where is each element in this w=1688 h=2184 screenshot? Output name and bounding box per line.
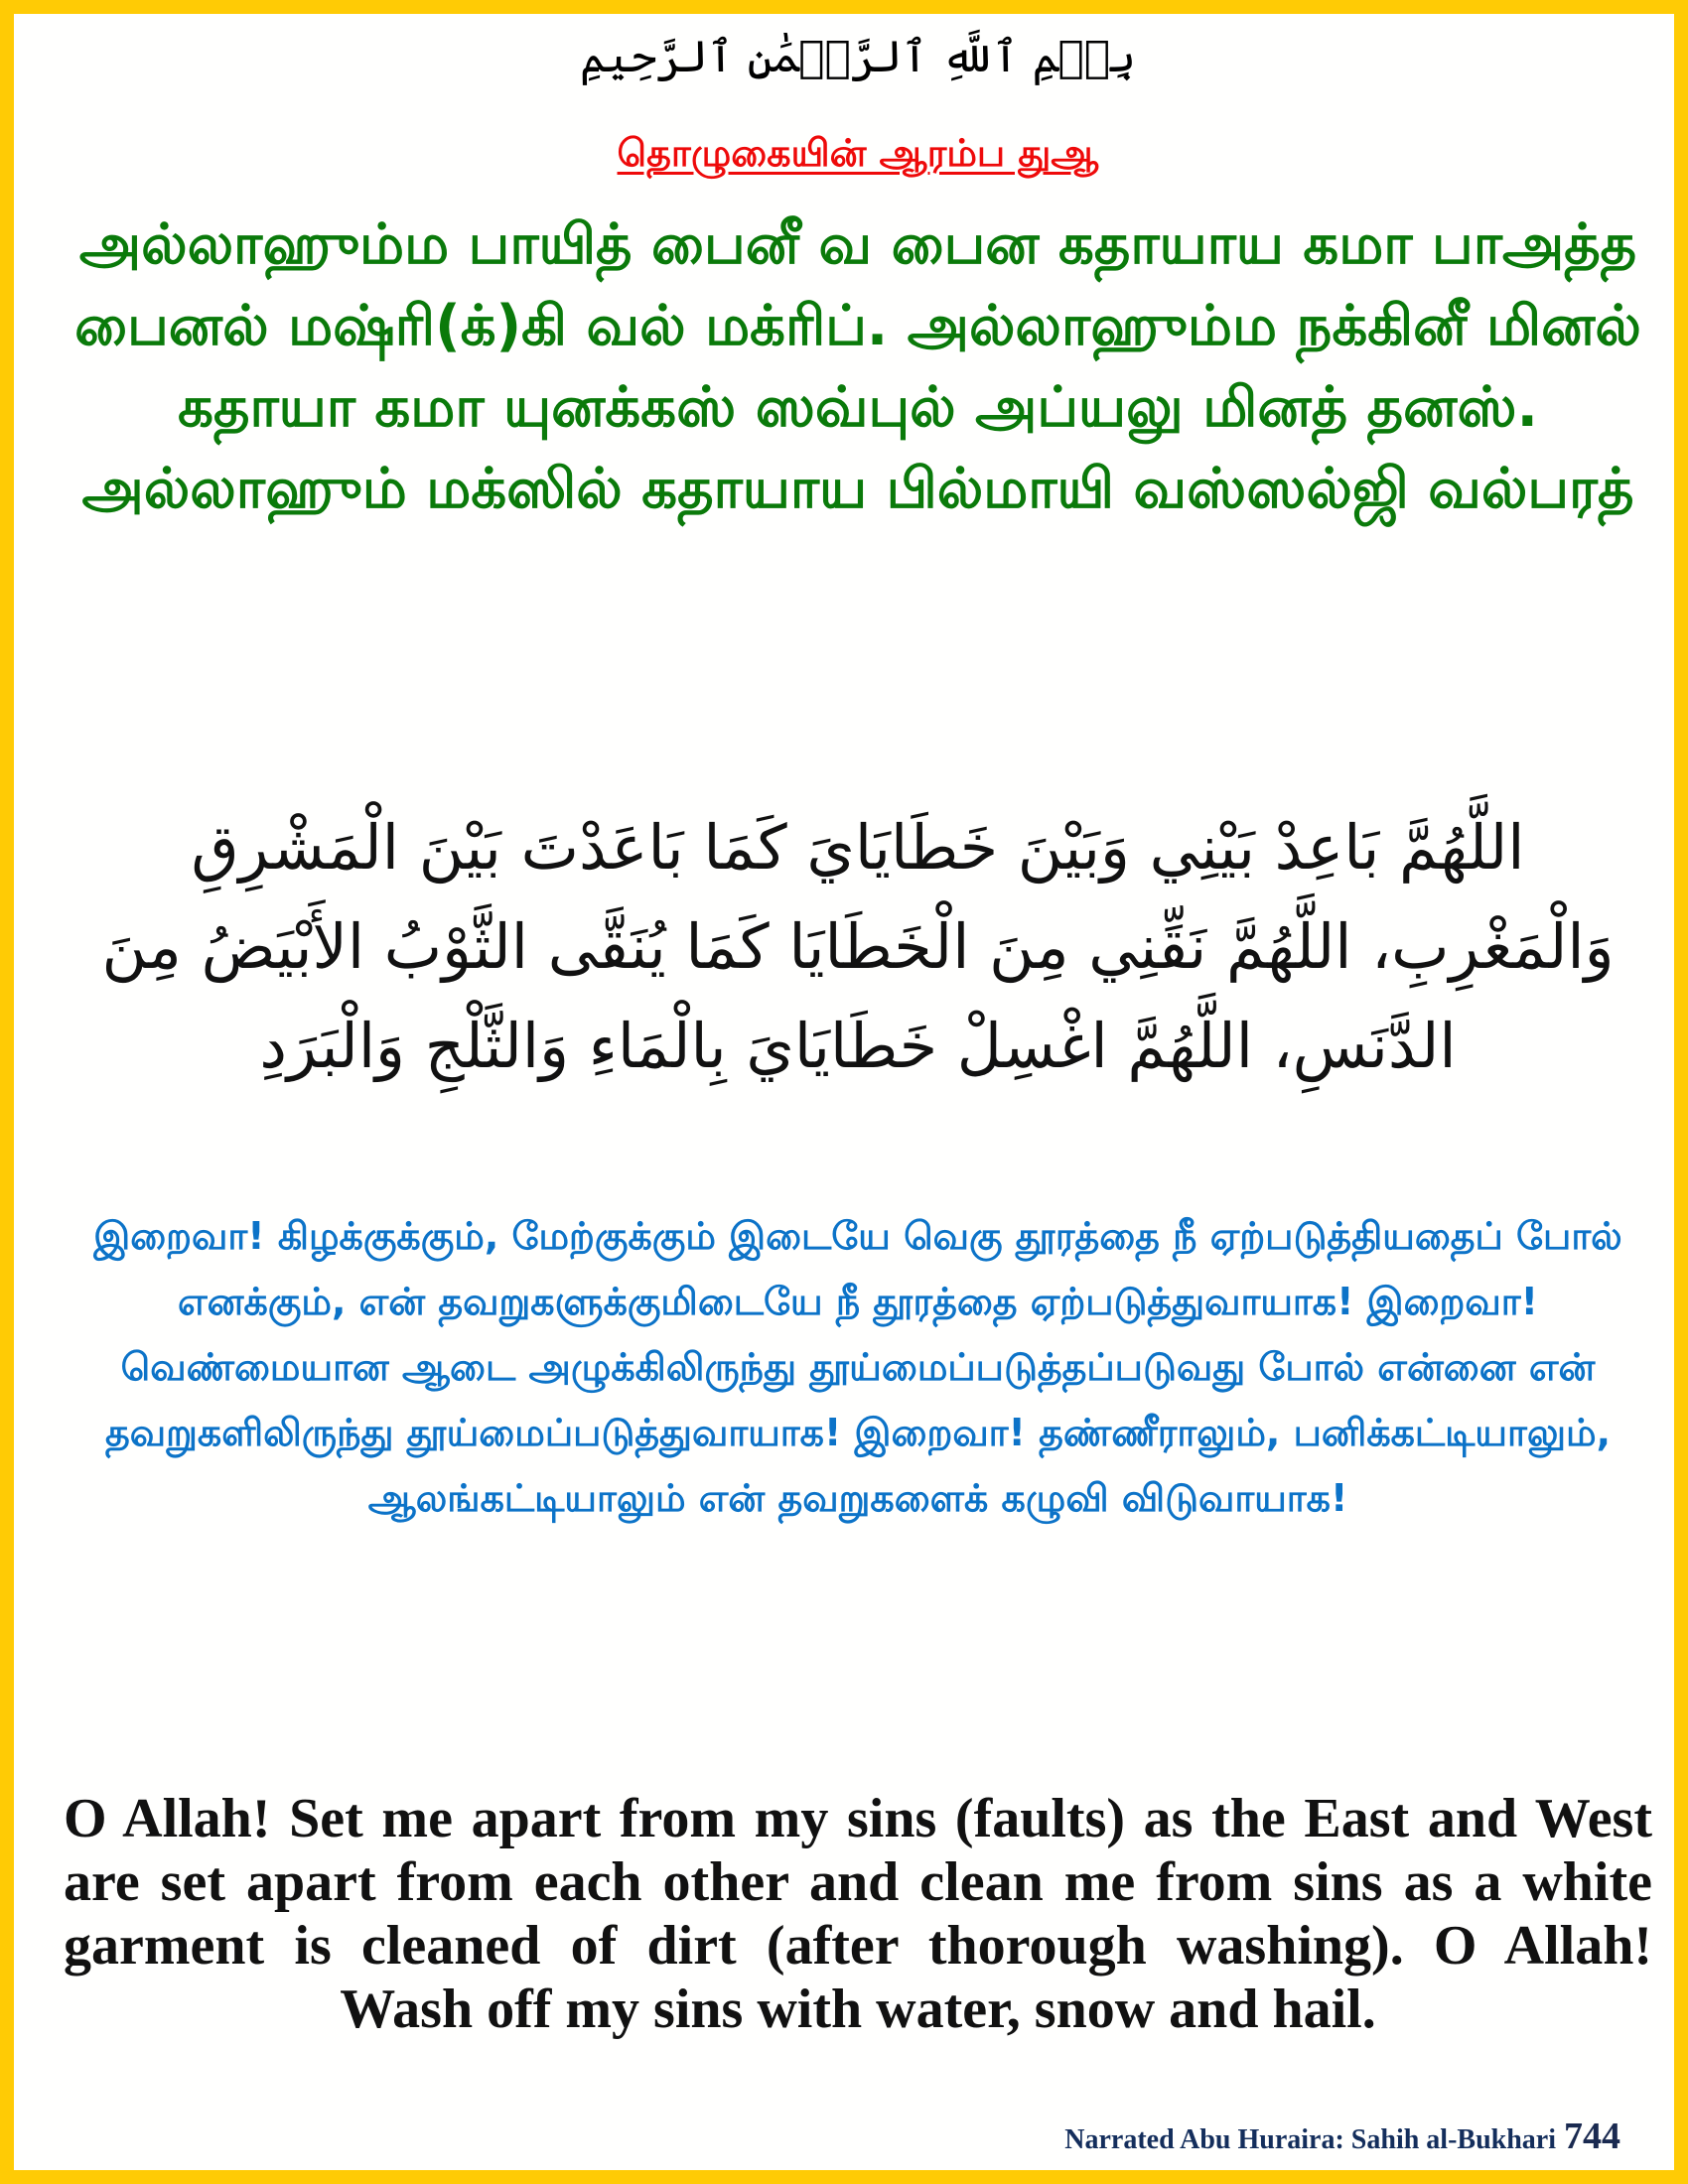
citation-source: Narrated Abu Huraira: Sahih al-Bukhari — [1064, 2124, 1556, 2155]
english-translation: O Allah! Set me apart from my sins (faults) as the East and West are set apart from each other and clean me from sins as a white garment is cleaned of dirt (after thorough washing). O Allah! Wash off my sins with water, snow and hail. — [64, 1788, 1652, 2040]
tamil-translation: இறைவா! கிழக்குக்கும், மேற்குக்கும் இடையே வெகு தூரத்தை நீ ஏற்படுத்தியதைப் போல் எனக்கும், என் தவறுகளுக்குமிடையே நீ தூரத்தை ஏற்படுத்துவாயாக! இறைவா! வெண்மையான ஆடை அழுக்கிலிருந்து தூய்மைப்படுத்தப்படுவது போல் என்னை என் தவறுகளிலிருந்து தூய்மைப்படுத்துவாயாக! இறைவா! தண்ணீராலும், பனிக்கட்டியாலும், ஆலங்கட்டியாலும் என் தவறுகளைக் கழுவி விடுவாயாக! — [93, 1214, 1622, 1520]
dua-heading — [54, 131, 1662, 181]
dua-heading-text: தொழுகையின் ஆரம்ப துஆ — [617, 131, 1099, 175]
tamil-transliteration: அல்லாஹும்ம பாயித் பைனீ வ பைன கதாயாய கமா பாஅத்த பைனல் மஷ்ரி(க்)கி வல் மக்ரிப். அல்லாஹும்ம நக்கினீ மினல் கதாயா கமா யுனக்கஸ் ஸவ்புல் அப்யலு மினத் தனஸ். அல்லாஹும் மக்ஸில் கதாயாய பில்மாயி வஸ்ஸல்ஜி வல்பரத் — [74, 212, 1641, 521]
citation-number: 744 — [1564, 2116, 1620, 2157]
bismillah-text: بِسۡمِ ٱللَّهِ ٱلرَّحۡمَٰنِ ٱلرَّحِيمِ — [579, 32, 1137, 82]
arabic-dua-text: اللَّهُمَّ بَاعِدْ بَيْنِي وَبَيْنَ خَطَايَايَ كَمَا بَاعَدْتَ بَيْنَ الْمَشْرِقِ وَالْمَغْرِبِ، اللَّهُمَّ نَقِّنِي مِنَ الْخَطَايَا كَمَا يُنَقَّى الثَّوْبُ الأَبْيَضُ مِنَ الدَّنَسِ، اللَّهُمَّ اغْسِلْ خَطَايَايَ بِالْمَاءِ وَالثَّلْجِ وَالْبَرَدِ — [101, 811, 1615, 1082]
hadith-citation — [1064, 2115, 1620, 2158]
